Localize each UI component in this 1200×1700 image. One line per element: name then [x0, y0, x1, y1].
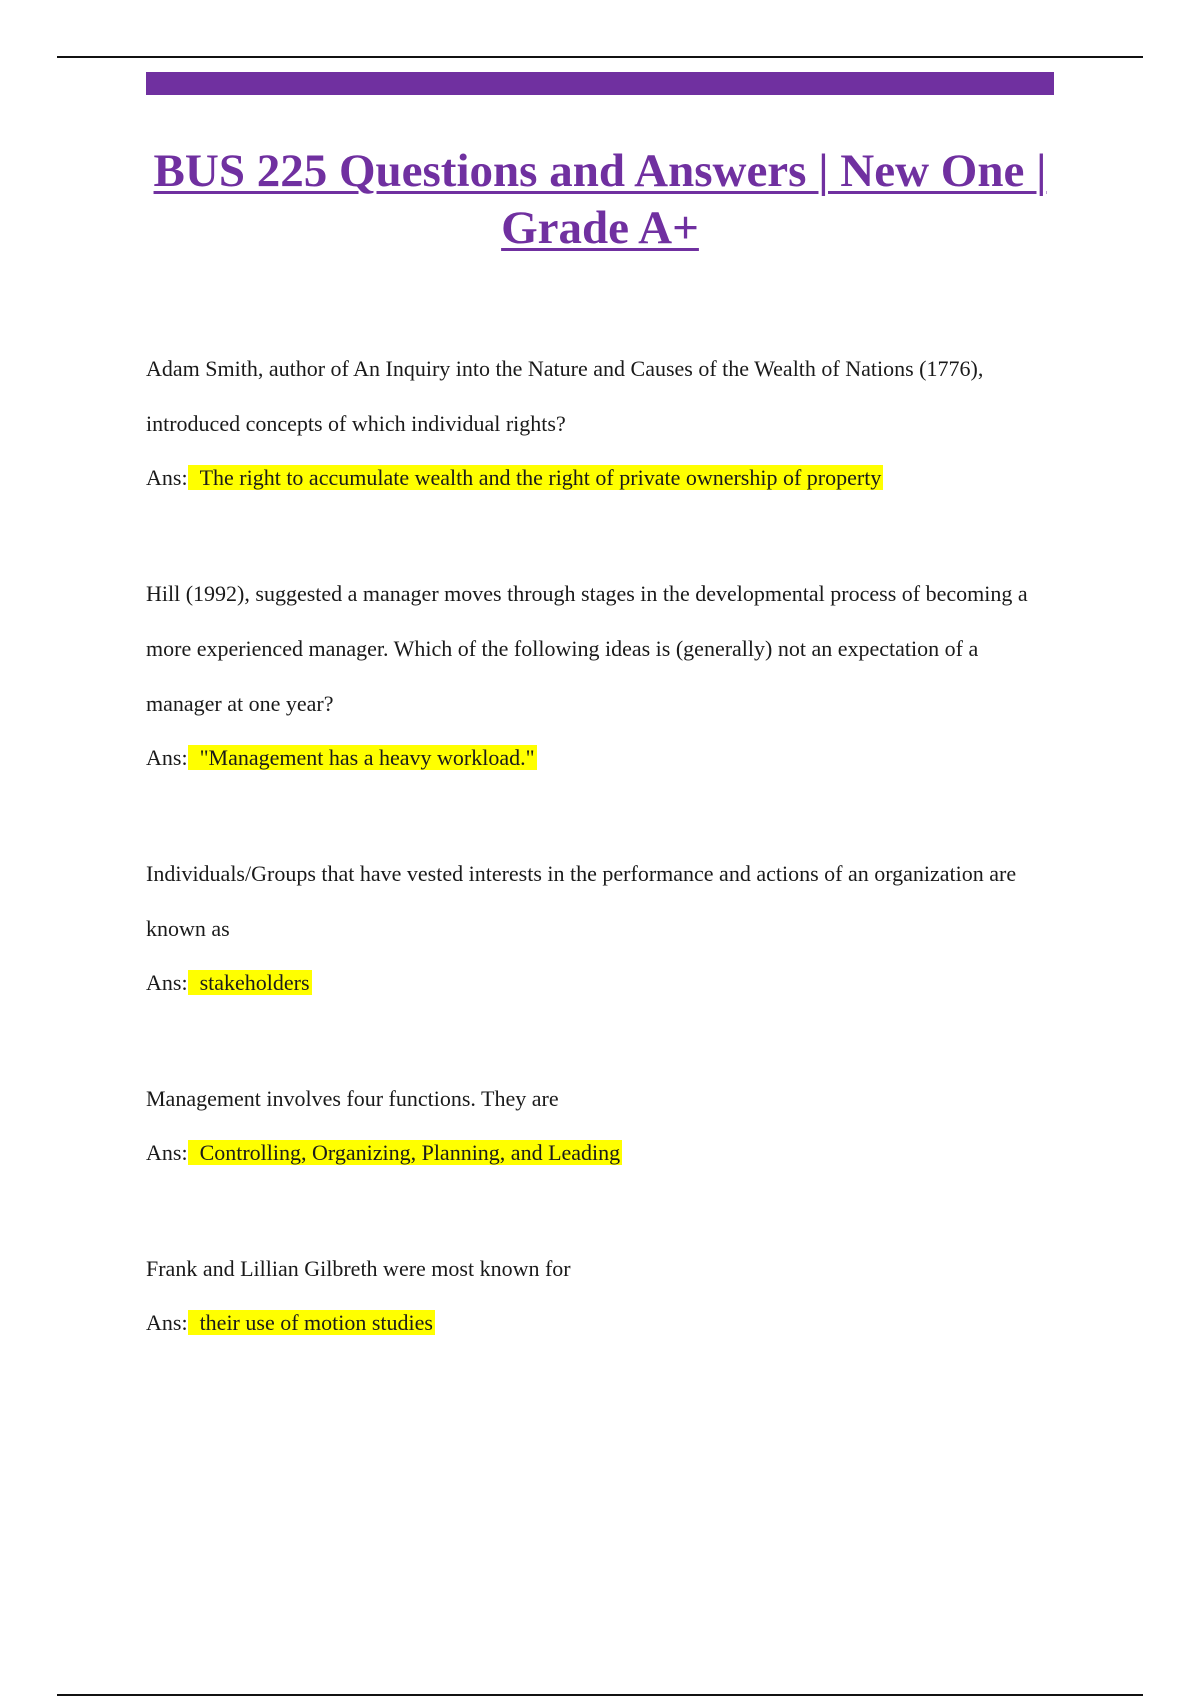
qa-list — [146, 341, 1054, 1340]
question-text: Hill (1992), suggested a manager moves through stages in the developmental process of becoming a more experienced manager. Which of the following ideas is (generally) not an expectation of a manager at one year? — [146, 581, 1028, 716]
answer-label: Ans: — [146, 970, 188, 995]
answer-label: Ans: — [146, 1140, 188, 1165]
qa-item — [146, 846, 1054, 1000]
question-text: Management involves four functions. They are — [146, 1086, 559, 1111]
qa-item — [146, 1241, 1054, 1340]
answer-highlight: The right to accumulate wealth and the right of private ownership of property — [188, 465, 884, 490]
answer-line — [146, 966, 1054, 1000]
answer-line — [146, 461, 1054, 495]
question-text: Adam Smith, author of An Inquiry into the Nature and Causes of the Wealth of Nations (1776), introduced concepts of which individual rights? — [146, 356, 984, 436]
document-title: BUS 225 Questions and Answers | New One | Grade A+ — [153, 145, 1047, 254]
answer-highlight: Controlling, Organizing, Planning, and Leading — [188, 1140, 623, 1165]
top-page-rule — [57, 56, 1143, 58]
answer-highlight: "Management has a heavy workload." — [188, 745, 537, 770]
answer-label: Ans: — [146, 465, 188, 490]
qa-item — [146, 1071, 1054, 1170]
question-text: Individuals/Groups that have vested interests in the performance and actions of an organization are known as — [146, 861, 1017, 941]
qa-item — [146, 341, 1054, 495]
bottom-page-rule — [57, 1694, 1143, 1696]
answer-line — [146, 1306, 1054, 1340]
answer-line — [146, 1136, 1054, 1170]
answer-highlight: stakeholders — [188, 970, 312, 995]
answer-label: Ans: — [146, 745, 188, 770]
question-text: Frank and Lillian Gilbreth were most known for — [146, 1256, 571, 1281]
answer-line — [146, 741, 1054, 775]
answer-label: Ans: — [146, 1310, 188, 1335]
qa-item — [146, 566, 1054, 775]
answer-highlight: their use of motion studies — [188, 1310, 435, 1335]
header-color-band — [146, 72, 1054, 95]
